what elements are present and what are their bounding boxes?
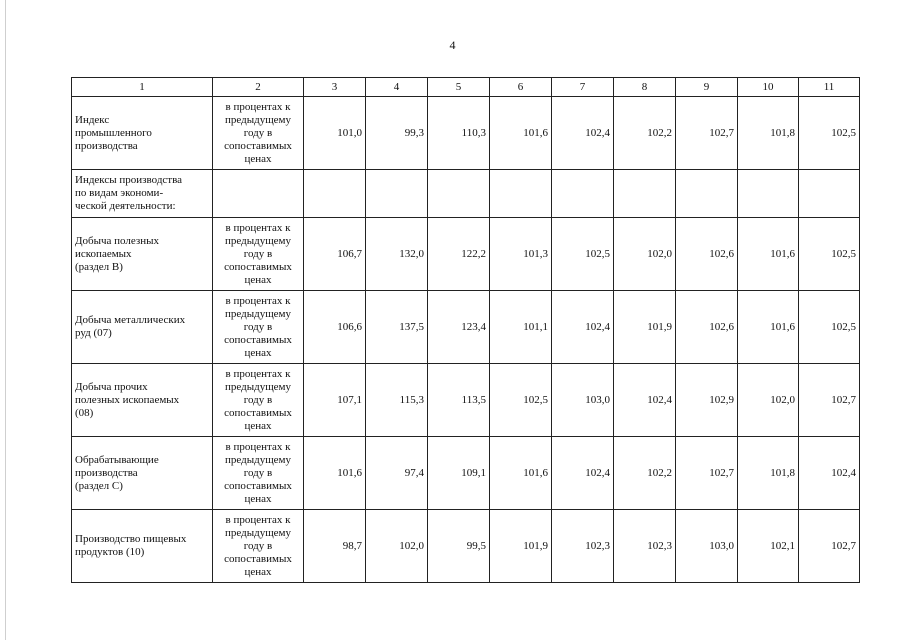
value-cell: 102,5 bbox=[799, 291, 860, 364]
value-cell: 102,4 bbox=[552, 97, 614, 170]
value-cell: 102,1 bbox=[738, 510, 799, 583]
table-row bbox=[72, 97, 860, 170]
column-header: 8 bbox=[614, 78, 676, 97]
column-header: 6 bbox=[490, 78, 552, 97]
value-cell: 102,3 bbox=[552, 510, 614, 583]
value-cell: 102,0 bbox=[366, 510, 428, 583]
indicator-name: Обрабатывающие производства (раздел C) bbox=[72, 437, 213, 510]
table-group-row bbox=[72, 170, 860, 218]
value-cell: 102,0 bbox=[614, 218, 676, 291]
value-cell: 101,6 bbox=[738, 291, 799, 364]
column-header: 11 bbox=[799, 78, 860, 97]
value-cell: 101,6 bbox=[304, 437, 366, 510]
page-number: 4 bbox=[449, 38, 456, 52]
indicator-name: Добыча металлических руд (07) bbox=[72, 291, 213, 364]
indicator-name: Производство пищевых продуктов (10) bbox=[72, 510, 213, 583]
value-cell: 137,5 bbox=[366, 291, 428, 364]
value-cell: 101,9 bbox=[490, 510, 552, 583]
value-cell: 110,3 bbox=[428, 97, 490, 170]
value-cell bbox=[676, 170, 738, 218]
table-row bbox=[72, 218, 860, 291]
value-cell: 102,4 bbox=[799, 437, 860, 510]
table-body bbox=[72, 78, 860, 583]
value-cell: 102,6 bbox=[676, 218, 738, 291]
table-row bbox=[72, 364, 860, 437]
table-row bbox=[72, 437, 860, 510]
unit-cell: в процентах к предыдущему году в сопоставимых ценах bbox=[213, 218, 304, 291]
value-cell: 101,8 bbox=[738, 437, 799, 510]
unit-cell: в процентах к предыдущему году в сопоставимых ценах bbox=[213, 291, 304, 364]
value-cell bbox=[799, 170, 860, 218]
unit-cell: в процентах к предыдущему году в сопоставимых ценах bbox=[213, 364, 304, 437]
header-row bbox=[72, 78, 860, 97]
indicator-name: Индексы производства по видам экономи- ческой деятельности: bbox=[72, 170, 213, 218]
value-cell: 102,4 bbox=[614, 364, 676, 437]
value-cell bbox=[490, 170, 552, 218]
value-cell: 102,4 bbox=[552, 291, 614, 364]
margin-rule bbox=[5, 0, 6, 640]
column-header: 7 bbox=[552, 78, 614, 97]
unit-cell: в процентах к предыдущему году в сопоставимых ценах bbox=[213, 510, 304, 583]
value-cell bbox=[738, 170, 799, 218]
value-cell: 102,3 bbox=[614, 510, 676, 583]
column-header: 10 bbox=[738, 78, 799, 97]
value-cell: 102,5 bbox=[552, 218, 614, 291]
value-cell: 102,5 bbox=[799, 218, 860, 291]
indicator-name: Добыча полезных ископаемых (раздел B) bbox=[72, 218, 213, 291]
value-cell: 103,0 bbox=[676, 510, 738, 583]
table-row bbox=[72, 291, 860, 364]
value-cell: 101,3 bbox=[490, 218, 552, 291]
value-cell: 109,1 bbox=[428, 437, 490, 510]
value-cell: 102,5 bbox=[490, 364, 552, 437]
indicator-name: Добыча прочих полезных ископаемых (08) bbox=[72, 364, 213, 437]
column-header: 2 bbox=[213, 78, 304, 97]
value-cell: 102,5 bbox=[799, 97, 860, 170]
value-cell: 123,4 bbox=[428, 291, 490, 364]
value-cell: 98,7 bbox=[304, 510, 366, 583]
unit-cell: в процентах к предыдущему году в сопоставимых ценах bbox=[213, 437, 304, 510]
value-cell bbox=[304, 170, 366, 218]
value-cell: 106,6 bbox=[304, 291, 366, 364]
value-cell bbox=[366, 170, 428, 218]
value-cell: 102,2 bbox=[614, 437, 676, 510]
value-cell: 101,1 bbox=[490, 291, 552, 364]
table-row bbox=[72, 510, 860, 583]
column-header: 5 bbox=[428, 78, 490, 97]
column-header: 9 bbox=[676, 78, 738, 97]
value-cell: 102,9 bbox=[676, 364, 738, 437]
value-cell: 115,3 bbox=[366, 364, 428, 437]
column-header: 4 bbox=[366, 78, 428, 97]
value-cell: 132,0 bbox=[366, 218, 428, 291]
value-cell: 102,7 bbox=[676, 437, 738, 510]
value-cell: 106,7 bbox=[304, 218, 366, 291]
value-cell: 101,9 bbox=[614, 291, 676, 364]
value-cell: 107,1 bbox=[304, 364, 366, 437]
value-cell: 102,7 bbox=[799, 510, 860, 583]
value-cell: 99,5 bbox=[428, 510, 490, 583]
value-cell: 102,7 bbox=[676, 97, 738, 170]
value-cell: 97,4 bbox=[366, 437, 428, 510]
value-cell: 99,3 bbox=[366, 97, 428, 170]
value-cell: 101,0 bbox=[304, 97, 366, 170]
value-cell: 102,2 bbox=[614, 97, 676, 170]
value-cell: 102,4 bbox=[552, 437, 614, 510]
value-cell: 102,6 bbox=[676, 291, 738, 364]
indicator-name: Индекс промышленного производства bbox=[72, 97, 213, 170]
unit-cell bbox=[213, 170, 304, 218]
value-cell: 101,6 bbox=[490, 437, 552, 510]
value-cell: 113,5 bbox=[428, 364, 490, 437]
value-cell: 101,6 bbox=[738, 218, 799, 291]
column-header: 3 bbox=[304, 78, 366, 97]
value-cell: 122,2 bbox=[428, 218, 490, 291]
statistics-table bbox=[71, 77, 860, 583]
value-cell: 102,7 bbox=[799, 364, 860, 437]
value-cell: 102,0 bbox=[738, 364, 799, 437]
value-cell: 103,0 bbox=[552, 364, 614, 437]
value-cell bbox=[614, 170, 676, 218]
value-cell bbox=[552, 170, 614, 218]
value-cell: 101,6 bbox=[490, 97, 552, 170]
value-cell: 101,8 bbox=[738, 97, 799, 170]
value-cell bbox=[428, 170, 490, 218]
unit-cell: в процентах к предыдущему году в сопоставимых ценах bbox=[213, 97, 304, 170]
column-header: 1 bbox=[72, 78, 213, 97]
